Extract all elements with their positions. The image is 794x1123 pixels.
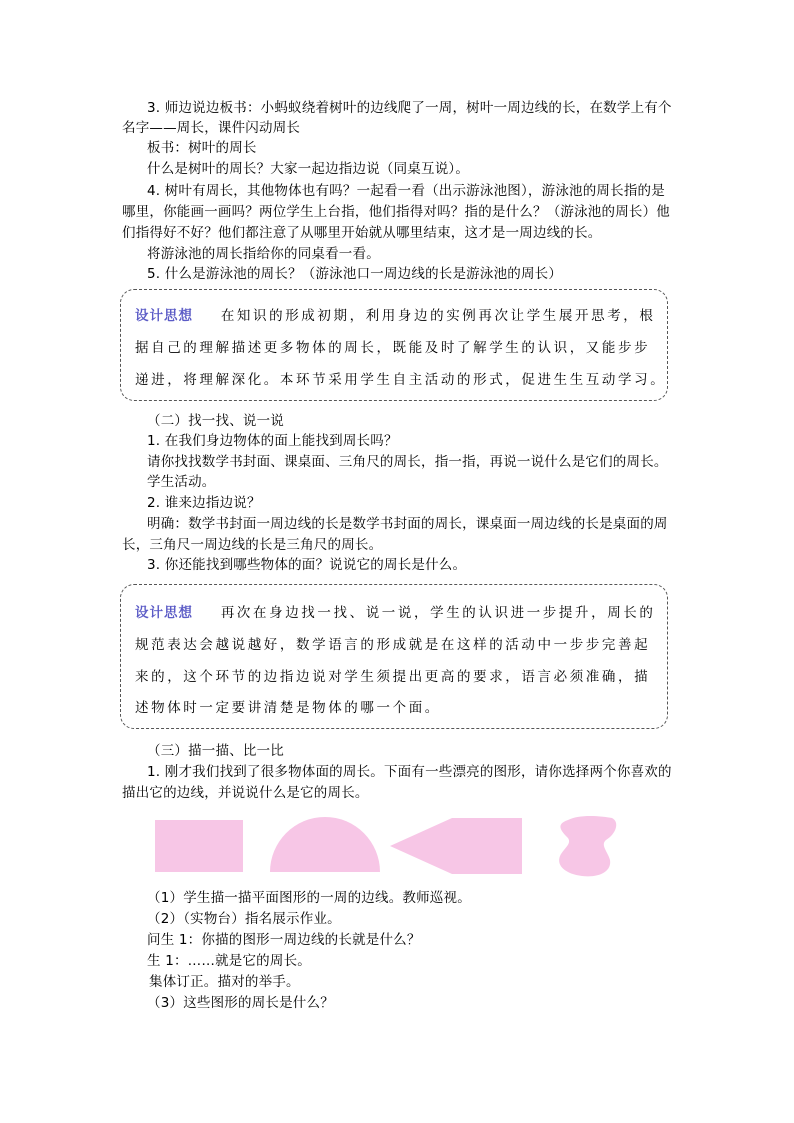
section-3-q1-line-2: 描出它的边线，并说说什么是它的周长。: [122, 785, 369, 801]
design-thought-box-1: [120, 289, 668, 401]
shapes-figure: [150, 812, 620, 882]
pool-instruction: 将游泳池的周长指给你的同桌看一看。: [147, 246, 380, 262]
question-leaf-perimeter: 什么是树叶的周长？大家一起边指边说（同桌互说）。: [147, 161, 470, 177]
section-3-q1-line-1: 1. 刚才我们找到了很多物体面的周长。下面有一些漂亮的图形，请你选择两个你喜欢的: [147, 764, 672, 780]
section-2-q2: 2. 谁来边指边说？: [147, 495, 261, 511]
paragraph-4-line-2: 哪里，你能画一画吗？两位学生上台指，他们指得对吗？指的是什么？（游泳池的周长）他: [122, 204, 670, 220]
section-2-q1: 1. 在我们身边物体的面上能找到周长吗？: [147, 433, 398, 449]
student-answer: 生 1：……就是它的周长。: [147, 953, 311, 969]
section-2-q1-task: 请你找找数学书封面、课桌面、三角尺的周长，指一指，再说一说什么是它们的周长。: [147, 454, 668, 470]
section-3-heading: （三）描一描、比一比: [147, 743, 284, 759]
paragraph-4-line-3: 们指得好不好？他们都注意了从哪里开始就从哪里结束，这才是一周边线的长。: [122, 225, 602, 241]
clarify-line-1: 明确：数学书封面一周边线的长是数学书封面的周长，课桌面一周边线的长是桌面的周: [147, 516, 668, 532]
student-activity: 学生活动。: [147, 474, 216, 490]
group-correction: 集体订正。描对的举手。: [149, 974, 300, 990]
section-2-q3: 3. 你还能找到哪些物体的面？说说它的周长是什么。: [147, 557, 467, 573]
pink-arrow-shape: [390, 818, 522, 874]
pink-irregular-shape: [559, 816, 616, 876]
paragraph-3-line-2: 名字——周长，课件闪动周长: [122, 120, 301, 136]
design-box-2-title: 设计思想: [135, 605, 193, 621]
design-box-1-title: 设计思想: [135, 308, 193, 324]
design-box-1-line-1: 设计思想 在知识的形成初期，利用身边的实例再次让学生展开思考，根: [135, 308, 656, 324]
design-box-2-line-3: 来的，这个环节的边指边说对学生须提出更高的要求，语言必须准确，描: [135, 669, 651, 685]
design-box-2-line-4: 述物体时一定要讲清楚是物体的哪一个面。: [135, 700, 441, 716]
pink-semicircle: [270, 817, 380, 872]
design-box-2-line-1: 设计思想 再次在身边找一找、说一说，学生的认识进一步提升，周长的: [135, 605, 656, 621]
clarify-line-2: 长，三角尺一周边线的长是三角尺的周长。: [122, 537, 383, 553]
step-2: （2）（实物台）指名展示作业。: [147, 911, 341, 927]
paragraph-3-line-1: 3. 师边说边板书：小蚂蚁绕着树叶的边线爬了一周，树叶一周边线的长，在数学上有个: [147, 100, 672, 116]
design-box-1-line-2: 据自己的理解描述更多物体的周长，既能及时了解学生的认识，又能步步: [135, 340, 651, 356]
teacher-question: 问生 1：你描的图形一周边线的长就是什么？: [147, 932, 421, 948]
design-box-2-line-2: 规范表达会越说越好，数学语言的形成就是在这样的活动中一步步完善起: [135, 637, 651, 653]
section-2-heading: （二）找一找、说一说: [147, 413, 284, 429]
design-thought-box-2: [120, 584, 668, 729]
board-note: 板书：树叶的周长: [147, 140, 257, 156]
pink-rectangle: [155, 820, 243, 872]
step-1: （1）学生描一描平面图形的一周的边线。教师巡视。: [147, 890, 471, 906]
step-3: （3）这些图形的周长是什么？: [147, 995, 334, 1011]
design-box-1-line-3: 递进，将理解深化。本环节采用学生自主活动的形式，促进生生互动学习。: [135, 372, 667, 388]
paragraph-4-line-1: 4. 树叶有周长，其他物体也有吗？一起看一看（出示游泳池图），游泳池的周长指的是: [147, 183, 665, 199]
paragraph-5: 5. 什么是游泳池的周长？（游泳池口一周边线的长是游泳池的周长）: [147, 266, 563, 282]
